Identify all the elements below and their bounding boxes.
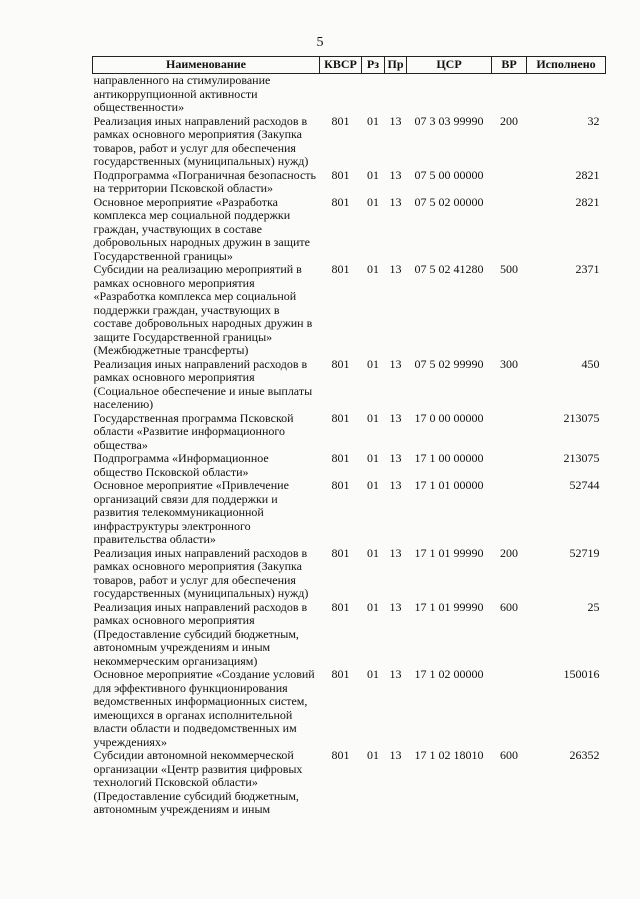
cell-name: Реализация иных направлений расходов в рамках основного мероприятия (Закупка товаров, работ и услуг для обеспечения государственных (муниципальных) нужд) (93, 545, 309, 600)
cell-pr: 13 (389, 113, 402, 128)
cell-name: Субсидии автономной некоммерческой организации «Центр развития цифровых технологий Псковской области» (Предоставление субсидий бюджетным, автономным учреждениям и иным (93, 748, 303, 816)
cell-rz: 01 (367, 113, 379, 128)
table-header-row (93, 57, 606, 74)
cell-vr: 600 (500, 599, 518, 614)
cell-csr: 17 1 02 00000 (414, 667, 484, 681)
cell-name: Реализация иных направлений расходов в рамках основного мероприятия (Предоставление субсидий бюджетным, автономным учреждениям и иным некоммерческим организациям) (93, 599, 308, 668)
cell-executed: 25 (587, 599, 600, 614)
cell-kvsr: 801 (331, 262, 350, 276)
cell-rz (362, 74, 385, 115)
cell-csr: 07 5 02 99990 (414, 356, 484, 371)
cell-kvsr: 801 (331, 410, 350, 425)
cell-name: Основное мероприятие «Создание условий для эффективного функционирования ведомственных информационных систем, имеющихся в органах исполнительной власти области и подведомственных им учреждениях» (93, 667, 315, 749)
table-row (93, 479, 606, 547)
cell-kvsr: 801 (331, 194, 350, 209)
cell-kvsr: 801 (331, 667, 350, 681)
header-pr: Пр (385, 57, 407, 74)
cell-csr: 07 3 03 99990 (414, 113, 484, 128)
table-row (93, 74, 606, 115)
cell-kvsr: 801 (331, 113, 350, 128)
cell-vr (492, 196, 527, 264)
header-csr: ЦСР (407, 57, 492, 74)
cell-rz: 01 (367, 262, 379, 276)
table-row (93, 115, 606, 169)
cell-vr (492, 479, 527, 547)
cell-executed: 150016 (563, 667, 600, 681)
cell-pr: 13 (389, 262, 402, 276)
cell-csr: 17 0 00 00000 (414, 410, 484, 425)
cell-kvsr: 801 (331, 478, 350, 492)
cell-name: Государственная программа Псковской области «Развитие информационного общества» (93, 410, 294, 452)
cell-rz: 01 (367, 356, 379, 371)
cell-executed: 213075 (563, 451, 600, 465)
cell-executed: 213075 (563, 410, 600, 425)
cell-rz: 01 (367, 545, 379, 560)
table-row (93, 412, 606, 453)
cell-executed: 2371 (575, 262, 600, 276)
cell-kvsr: 801 (331, 167, 350, 182)
table-row (93, 749, 606, 817)
cell-vr: 600 (500, 748, 518, 762)
header-kvsr: КВСР (320, 57, 362, 74)
cell-rz: 01 (367, 194, 379, 209)
cell-csr: 17 1 01 99990 (414, 599, 484, 614)
cell-pr: 13 (389, 194, 402, 209)
cell-vr (492, 74, 527, 115)
cell-csr: 17 1 01 00000 (414, 478, 484, 492)
table-row (93, 452, 606, 479)
cell-executed: 2821 (575, 194, 600, 209)
cell-executed: 2821 (575, 167, 600, 182)
table-row (93, 668, 606, 749)
cell-pr: 13 (389, 748, 402, 762)
cell-name: Реализация иных направлений расходов в рамках основного мероприятия (Закупка товаров, работ и услуг для обеспечения государственных (муниципальных) нужд) (93, 113, 309, 168)
cell-executed: 52744 (569, 478, 600, 492)
cell-rz: 01 (367, 410, 379, 425)
table-row (93, 196, 606, 264)
cell-csr: 17 1 00 00000 (414, 451, 484, 465)
table-row (93, 263, 606, 358)
cell-csr: 07 5 02 00000 (414, 194, 484, 209)
cell-name: Субсидии на реализацию мероприятий в рамках основного мероприятия «Разработка комплекса мер социальной поддержки граждан, участвующих в составе добровольных народных дружин в защите Государственной границы» (Межбюджетные трансферты) (93, 262, 313, 357)
cell-name: Основное мероприятие «Разработка комплекса мер социальной поддержки граждан, участвующих в составе добровольных народных дружин в защите Государственной границы» (93, 194, 310, 263)
cell-kvsr: 801 (331, 748, 350, 762)
cell-rz: 01 (367, 599, 379, 614)
cell-name: направленного на стимулирование антикоррупционной активности общественности» (93, 73, 271, 114)
cell-pr: 13 (389, 167, 402, 182)
cell-name: Подпрограмма «Информационное общество Псковской области» (93, 451, 269, 479)
cell-rz: 01 (367, 451, 379, 465)
cell-rz: 01 (367, 748, 379, 762)
cell-rz: 01 (367, 167, 379, 182)
cell-executed: 26352 (569, 748, 600, 762)
header-executed: Исполнено (527, 57, 606, 74)
cell-vr (492, 452, 527, 479)
cell-executed (527, 74, 606, 115)
cell-kvsr: 801 (331, 599, 350, 614)
cell-kvsr: 801 (331, 545, 350, 560)
page-number: 5 (316, 35, 324, 50)
header-name: Наименование (93, 57, 320, 74)
header-rz: Рз (362, 57, 385, 74)
cell-vr (492, 668, 527, 749)
table-row (93, 601, 606, 669)
cell-name: Реализация иных направлений расходов в рамках основного мероприятия (Социальное обеспечение и иные выплаты населению) (93, 356, 313, 411)
cell-vr: 200 (500, 545, 518, 560)
cell-vr: 300 (500, 356, 518, 371)
cell-pr (385, 74, 407, 115)
cell-pr: 13 (389, 545, 402, 560)
cell-executed: 450 (581, 356, 600, 371)
cell-pr: 13 (389, 356, 402, 371)
cell-csr: 17 1 01 99990 (414, 545, 484, 560)
cell-vr (492, 169, 527, 196)
cell-vr: 200 (500, 113, 518, 128)
cell-vr: 500 (500, 262, 518, 276)
header-vr: ВР (492, 57, 527, 74)
cell-vr (492, 412, 527, 453)
cell-pr: 13 (389, 667, 402, 681)
cell-pr: 13 (389, 599, 402, 614)
cell-csr: 07 5 02 41280 (414, 262, 484, 276)
cell-kvsr: 801 (331, 356, 350, 371)
table-row (93, 547, 606, 601)
cell-csr: 07 5 00 00000 (414, 167, 484, 182)
cell-name: Основное мероприятие «Привлечение организаций связи для поддержки и развития телекоммуникационной инфраструктуры электронного правительства области» (93, 478, 289, 546)
cell-csr (407, 74, 492, 115)
cell-kvsr: 801 (331, 451, 350, 465)
table-row (93, 358, 606, 412)
table-row (93, 169, 606, 196)
budget-table (92, 56, 606, 817)
cell-executed: 52719 (569, 545, 600, 560)
cell-rz: 01 (367, 667, 379, 681)
cell-pr: 13 (389, 451, 402, 465)
cell-rz: 01 (367, 478, 379, 492)
cell-executed: 32 (587, 113, 600, 128)
cell-name: Подпрограмма «Пограничная безопасность на территории Псковской области» (93, 167, 317, 195)
cell-csr: 17 1 02 18010 (414, 748, 484, 762)
cell-kvsr (320, 74, 362, 115)
cell-pr: 13 (389, 478, 402, 492)
cell-pr: 13 (389, 410, 402, 425)
